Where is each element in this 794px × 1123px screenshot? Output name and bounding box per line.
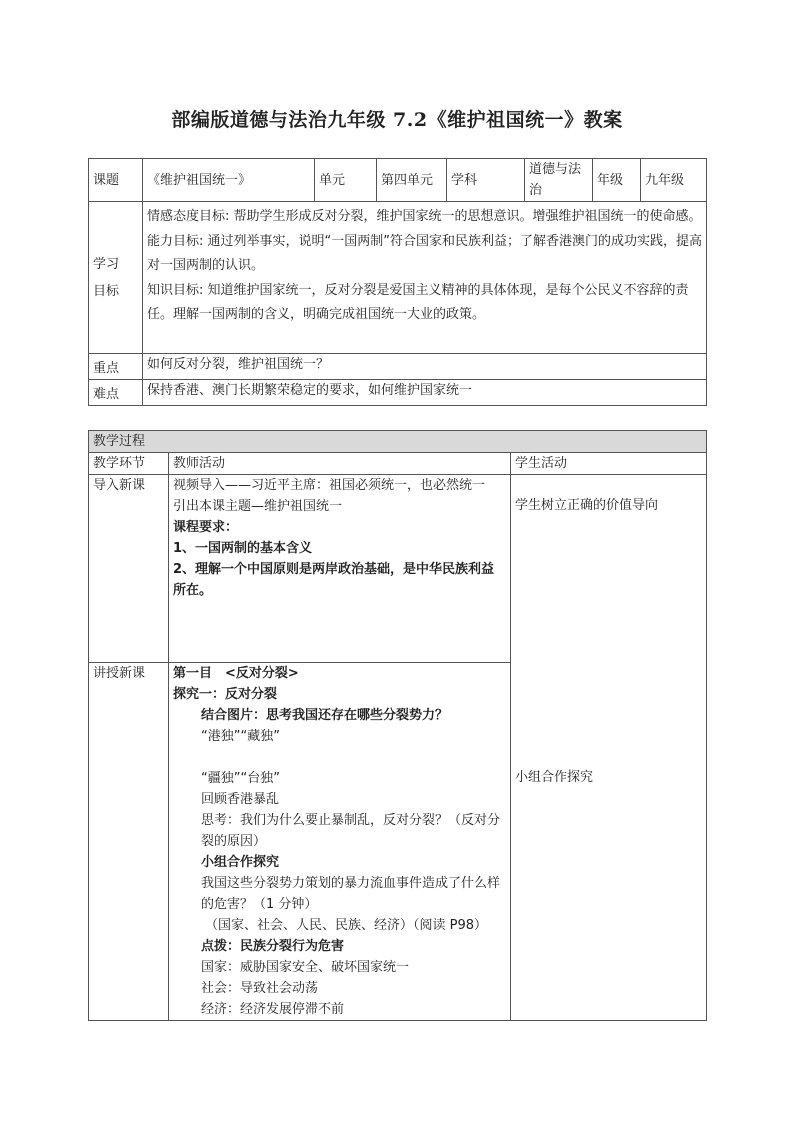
student-activity-teach: 小组合作探究: [515, 770, 594, 785]
lesson-info-table: [88, 158, 707, 406]
intro-requirements: 课程要求：: [173, 520, 239, 535]
separatists-2: “疆独”“台独”: [201, 771, 280, 786]
label-subject: 学科: [447, 159, 525, 202]
student-activity-cell: [511, 475, 707, 1021]
harm-society: 社会：导致社会动荡: [201, 981, 319, 996]
document-title: 部编版道德与法治九年级 7.2《维护祖国统一》教案: [171, 109, 623, 131]
col-stage-header: 教学环节: [89, 453, 169, 475]
spacer: [173, 747, 506, 768]
intro-req-2: 2、理解一个中国原则是两岸政治基础，是中华民族利益所在。: [173, 562, 495, 598]
grade-value: 九年级: [641, 159, 707, 202]
goals-cell: [143, 202, 707, 354]
stage-teach: 讲授新课: [89, 663, 169, 1021]
image-question: 结合图片：思考我国还存在哪些分裂势力？: [201, 708, 449, 723]
harm-question: 我国这些分裂势力策划的暴力流血事件造成了什么样的危害？（1 分钟）: [201, 876, 501, 912]
stage-intro: 导入新课: [89, 475, 169, 663]
label-difficulty: 难点: [89, 380, 143, 406]
student-activity-intro: 学生树立正确的价值导向: [515, 498, 659, 513]
label-goals: [89, 202, 143, 354]
intro-topic: 引出本课主题—维护祖国统一: [173, 499, 343, 514]
review-hk: 回顾香港暴乱: [201, 792, 280, 807]
subject-value: 道德与法治: [525, 159, 593, 202]
separatists-1: “港独”“藏独”: [201, 729, 280, 744]
label-grade: 年级: [593, 159, 641, 202]
label-goals-line2: 目标: [93, 283, 120, 299]
teacher-activity-intro: [169, 475, 511, 663]
difficulty-value: 保持香港、澳门长期繁荣稳定的要求，如何维护国家统一: [143, 380, 707, 406]
goal-ability: 能力目标: 通过列举事实，说明“一国两制”符合国家和民族利益；了解香港澳门的成功实践，提高对一国两制的认识。: [147, 233, 702, 273]
goal-emotion: 情感态度目标: 帮助学生形成反对分裂，维护国家统一的思想意识。增强维护祖国统一的使命感。: [147, 209, 702, 224]
col-teacher-header: 教师活动: [169, 453, 511, 475]
intro-video: 视频导入——习近平主席：祖国必须统一，也必然统一: [173, 478, 486, 493]
harm-country: 国家：威胁国家安全、破坏国家统一: [201, 960, 410, 975]
explore-one: 探究一：反对分裂: [173, 687, 278, 702]
harm-aspects: （国家、社会、人民、民族、经济）（阅读 P98）: [205, 918, 488, 933]
label-key: 重点: [89, 354, 143, 380]
guidance: 点拨：民族分裂行为危害: [201, 939, 345, 954]
col-student-header: 学生活动: [511, 453, 707, 475]
goal-knowledge: 知识目标: 知道维护国家统一，反对分裂是爱国主义精神的具体体现，是每个公民义不容辞的责任。理解一国两制的含义，明确完成祖国统一大业的政策。: [147, 282, 689, 322]
label-topic: 课题: [89, 159, 143, 202]
group-explore: 小组合作探究: [201, 855, 280, 870]
topic-value: 《维护祖国统一》: [143, 159, 315, 202]
harm-economy: 经济：经济发展停滞不前: [201, 1002, 345, 1017]
teaching-process-table: [88, 430, 707, 1021]
process-header: 教学过程: [89, 431, 707, 453]
label-unit: 单元: [315, 159, 377, 202]
key-value: 如何反对分裂，维护祖国统一？: [143, 354, 707, 380]
section-one-title: 第一目 <反对分裂>: [173, 666, 299, 681]
teacher-activity-teach: [169, 663, 511, 1021]
think-question: 思考：我们为什么要止暴制乱，反对分裂？（反对分裂的原因）: [201, 813, 501, 849]
unit-value: 第四单元: [377, 159, 447, 202]
label-goals-line1: 学习: [93, 256, 120, 272]
intro-req-1: 1、一国两制的基本含义: [173, 541, 313, 556]
